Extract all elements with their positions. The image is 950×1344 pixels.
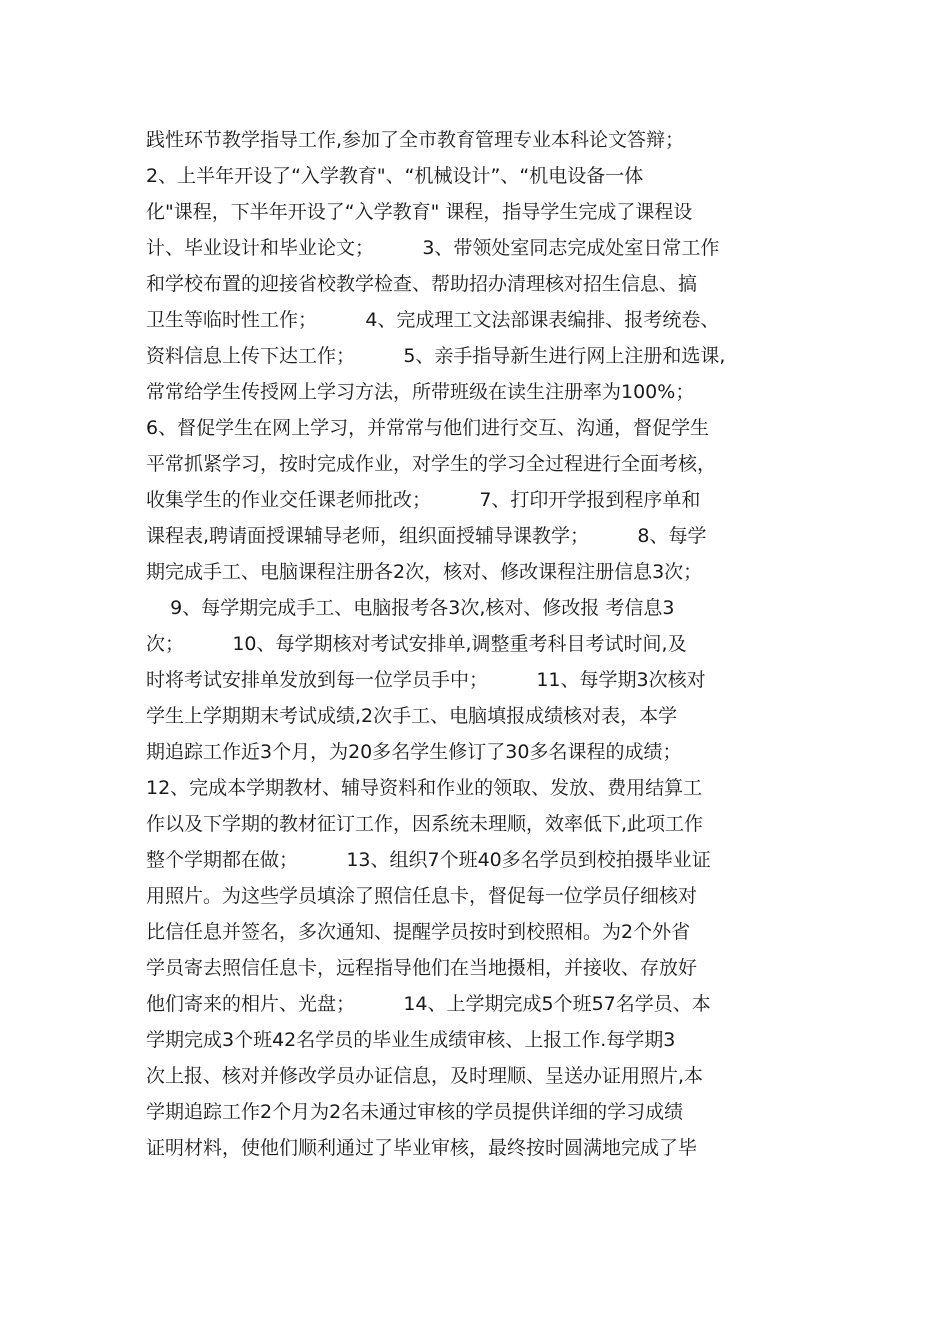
text-line: 期完成手工、电脑课程注册各2次，核对、修改课程注册信息3次； (146, 561, 703, 583)
text-line: 践性环节教学指导工作,参加了全市教育管理专业本科论文答辩； (146, 129, 685, 151)
text-line: 资料信息上传下达工作； 5、亲手指导新生进行网上注册和选课, (146, 345, 726, 367)
text-line: 时将考试安排单发放到每一位学员手中； 11、每学期3次核对 (146, 669, 706, 691)
text-line: 2、上半年开设了“入学教育"、“机械设计”、“机电设备一体 (146, 165, 644, 187)
text-line: 学生上学期期末考试成绩,2次手工、电脑填报成绩核对表，本学 (146, 705, 678, 727)
text-line: 化"课程，下半年开设了“入学教育" 课程，指导学生完成了课程设 (146, 201, 693, 223)
text-line: 卫生等临时性工作； 4、完成理工文法部课表编排、报考统卷、 (146, 309, 720, 331)
text-line: 6、督促学生在网上学习，并常常与他们进行交互、沟通，督促学生 (146, 417, 710, 439)
text-line: 平常抓紧学习，按时完成作业，对学生的学习全过程进行全面考核， (146, 453, 717, 475)
text-line: 学员寄去照信任息卡，远程指导他们在当地摄相，并接收、存放好 (146, 957, 698, 979)
text-line: 用照片。为这些学员填涂了照信任息卡，督促每一位学员仔细核对 (146, 885, 698, 907)
text-line: 次； 10、每学期核对考试安排单,调整重考科目考试时间,及 (146, 633, 687, 655)
text-line: 常常给学生传授网上学习方法，所带班级在读生注册率为100%； (146, 381, 695, 403)
text-line: 计、毕业设计和毕业论文； 3、带领处室同志完成处室日常工作 (146, 237, 720, 259)
text-line: 学期追踪工作2个月为2名未通过审核的学员提供详细的学习成绩 (146, 1101, 684, 1123)
text-line: 收集学生的作业交任课老师批改； 7、打印开学报到程序单和 (146, 489, 701, 511)
text-line: 他们寄来的相片、光盘； 14、上学期完成5个班57名学员、本 (146, 993, 711, 1015)
text-line: 作以及下学期的教材征订工作，因系统未理顺，效率低下,此项工作 (146, 813, 704, 835)
text-line: 整个学期都在做； 13、组织7个班40多名学员到校拍摄毕业证 (146, 849, 711, 871)
text-line: 学期完成3个班42名学员的毕业生成绩审核、上报工作.每学期3 (146, 1029, 676, 1051)
text-line: 9、每学期完成手工、电脑报考各3次,核对、修改报 考信息3 (146, 597, 675, 619)
text-line: 和学校布置的迎接省校教学检查、帮助招办清理核对招生信息、搞 (146, 273, 698, 295)
text-line: 证明材料，使他们顺利通过了毕业审核，最终按时圆满地完成了毕 (146, 1137, 698, 1159)
text-line: 12、完成本学期教材、辅导资料和作业的领取、发放、费用结算工 (146, 777, 703, 799)
text-line: 期追踪工作近3个月，为20多名学生修订了30多名课程的成绩； (146, 741, 682, 763)
text-line: 次上报、核对并修改学员办证信息，及时理顺、呈送办证用照片,本 (146, 1065, 704, 1087)
body-text (146, 122, 826, 1166)
text-line: 比信任息并签名，多次通知、提醒学员按时到校照相。为2个外省 (146, 921, 691, 943)
text-line: 课程表,聘请面授课辅导老师，组织面授辅导课教学； 8、每学 (146, 525, 707, 547)
